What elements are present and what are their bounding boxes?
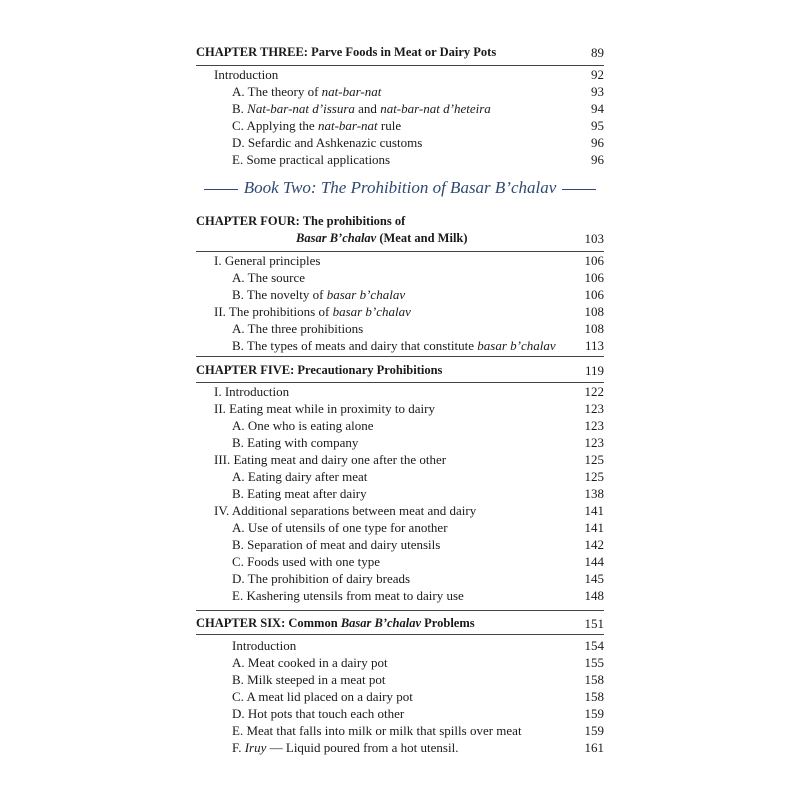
chapter-title: CHAPTER FIVE: Precautionary Prohibitions <box>196 363 443 377</box>
page-number: 119 <box>584 363 604 378</box>
chapter-five-heading <box>196 362 604 379</box>
toc-entry: C. A meat lid placed on a dairy pot 158 <box>232 689 604 704</box>
toc-entry: F. Iruy — Liquid poured from a hot utensil. 161 <box>232 740 604 755</box>
toc-entry: B. Separation of meat and dairy utensils 142 <box>232 537 604 552</box>
toc-entry: IV. Additional separations between meat and dairy 141 <box>214 503 604 518</box>
toc-entry: II. The prohibitions of basar b’chalav 108 <box>214 304 604 319</box>
toc-entry: I. Introduction 122 <box>214 384 604 399</box>
ornament-rule <box>204 189 238 190</box>
chapter-title: CHAPTER THREE: Parve Foods in Meat or Dairy Pots <box>196 45 497 59</box>
toc-entry: E. Meat that falls into milk or milk that spills over meat 159 <box>232 723 604 738</box>
divider <box>196 610 604 611</box>
chapter-four-entries <box>196 252 604 354</box>
toc-entry: C. Applying the nat-bar-nat rule 95 <box>232 118 604 133</box>
toc-entry: B. The types of meats and dairy that constitute basar b’chalav 113 <box>232 338 604 353</box>
page-number: 151 <box>584 616 604 631</box>
chapter-five-entries <box>196 383 604 604</box>
toc-entry: II. Eating meat while in proximity to dairy 123 <box>214 401 604 416</box>
toc-entry: B. Nat-bar-nat d’issura and nat-bar-nat d’heteira 94 <box>232 101 604 116</box>
toc-entry: B. Eating meat after dairy 138 <box>232 486 604 501</box>
toc-entry: D. Hot pots that touch each other 159 <box>232 706 604 721</box>
toc-entry: A. The source 106 <box>232 270 604 285</box>
page-number: 89 <box>591 45 604 60</box>
chapter-title: CHAPTER SIX: Common Basar B’chalav Problems <box>196 616 475 630</box>
chapter-six-heading <box>196 615 604 632</box>
toc-entry: C. Foods used with one type 144 <box>232 554 604 569</box>
toc-entry: D. Sefardic and Ashkenazic customs 96 <box>232 135 604 150</box>
toc-entry: III. Eating meat and dairy one after the other 125 <box>214 452 604 467</box>
toc-entry: Introduction 154 <box>232 638 604 653</box>
chapter-three-heading <box>196 44 604 61</box>
toc-entry: A. Eating dairy after meat 125 <box>232 469 604 484</box>
toc-entry: E. Kashering utensils from meat to dairy use 148 <box>232 588 604 603</box>
chapter-title: CHAPTER FOUR: The prohibitions of <box>196 214 406 228</box>
chapter-three-entries <box>196 66 604 168</box>
toc-entry: A. Meat cooked in a dairy pot 155 <box>232 655 604 670</box>
toc-entry: Introduction 92 <box>214 67 604 82</box>
page-number: 103 <box>584 231 604 246</box>
toc-entry: B. Eating with company 123 <box>232 435 604 450</box>
toc-entry: E. Some practical applications 96 <box>232 152 604 167</box>
chapter-six-entries <box>196 637 604 756</box>
chapter-four-heading: CHAPTER FOUR: The prohibitions of Basar B’chalav (Meat and Milk) 103 <box>196 214 604 246</box>
toc-entry: D. The prohibition of dairy breads 145 <box>232 571 604 586</box>
toc-entry: I. General principles 106 <box>214 253 604 268</box>
toc-entry: B. The novelty of basar b’chalav 106 <box>232 287 604 302</box>
toc-entry: B. Milk steeped in a meat pot 158 <box>232 672 604 687</box>
toc-entry: A. One who is eating alone 123 <box>232 418 604 433</box>
divider <box>196 356 604 357</box>
ornament-rule <box>562 189 596 190</box>
toc-entry: A. The three prohibitions 108 <box>232 321 604 336</box>
toc-entry: A. The theory of nat-bar-nat 93 <box>232 84 604 99</box>
book-two-heading: Book Two: The Prohibition of Basar B’chalav <box>196 178 604 198</box>
divider <box>196 634 604 635</box>
toc-entry: A. Use of utensils of one type for another 141 <box>232 520 604 535</box>
